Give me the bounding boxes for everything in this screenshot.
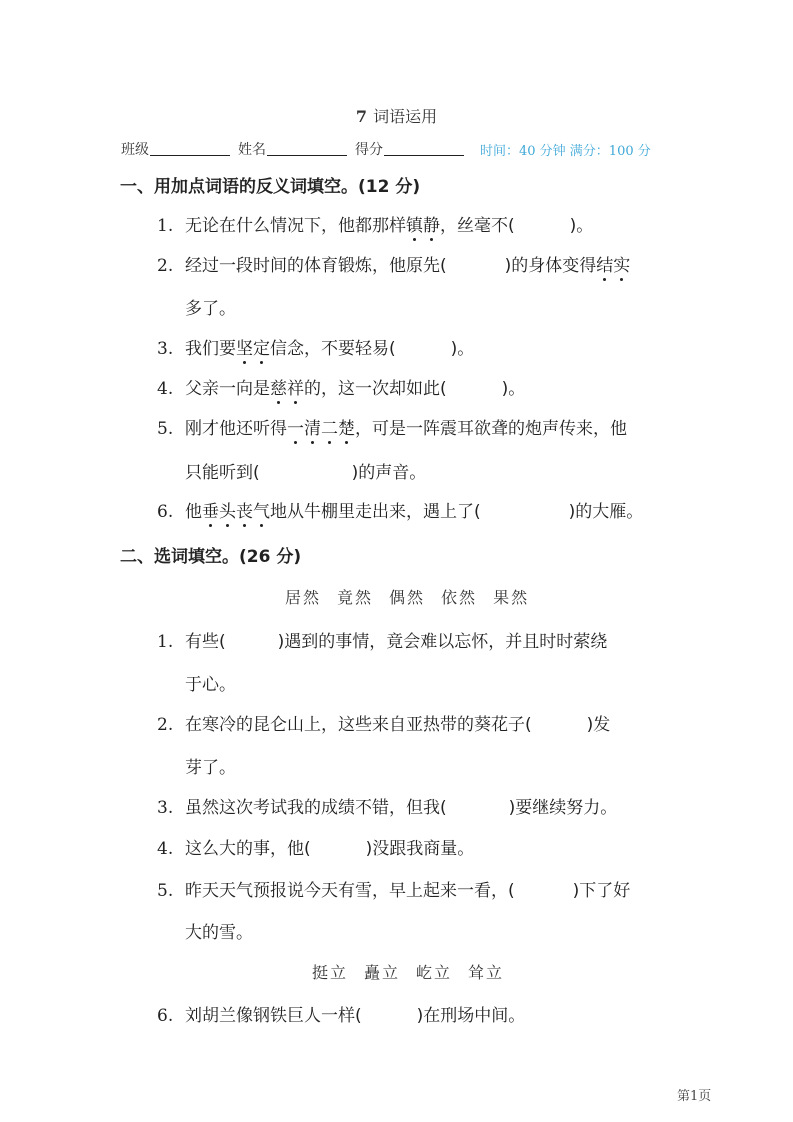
s2-question-5-cont: 大的雪。 [185,923,253,943]
emphasized-char: 结 [596,256,614,276]
word-bank-2: 挺立 矗立 屹立 耸立 [312,963,505,982]
emphasized-char: 静 [423,216,440,236]
s2-question-4: 4. 这么大的事，他( )没跟我商量。 [157,839,475,859]
emphasized-char: 实 [613,256,631,276]
emphasized-char: 祥 [287,379,304,399]
emphasized-char: 一 [287,419,304,439]
emphasized-char: 坚 [236,339,253,359]
emphasized-char: 气 [253,502,270,522]
s1-question-2-cont: 多了。 [185,299,236,319]
class-field[interactable] [150,154,230,156]
name-field[interactable] [267,154,347,156]
page-number: 第1页 [677,1089,712,1104]
emphasized-char: 慈 [270,379,287,399]
s1-question-1: 1. 无论在什么情况下，他都那样镇静，丝毫不( )。 [157,216,594,236]
emphasized-char: 楚 [338,419,355,439]
emphasized-char: 丧 [236,502,253,522]
emphasized-char: 清 [304,419,321,439]
s2-question-6: 6. 刘胡兰像钢铁巨人一样( )在刑场中间。 [157,1006,526,1026]
worksheet-title [0,104,793,127]
word-bank-1: 居然 竟然 偶然 依然 果然 [285,588,530,607]
emphasized-char: 定 [253,339,270,359]
s2-question-5: 5. 昨天天气预报说今天有雪，早上起来一看，( )下了好 [157,881,631,901]
s2-question-1-cont: 于心。 [185,675,236,695]
s1-question-5: 5. 刚才他还听得一清二楚，可是一阵震耳欲聋的炮声传来，他 [157,419,627,439]
s2-question-3: 3. 虽然这次考试我的成绩不错，但我( )要继续努力。 [157,798,618,818]
s1-question-2: 2. 经过一段时间的体育锻炼，他原先( )的身体变得结实 [157,256,631,276]
s2-question-2-cont: 芽了。 [185,758,236,778]
s2-question-2: 2. 在寒冷的昆仑山上，这些来自亚热带的葵花子( )发 [157,715,611,735]
student-info-row [121,139,651,159]
emphasized-char: 垂 [202,502,219,522]
score-label: 得分 [355,142,383,158]
title-text: 词语运用 [373,107,438,126]
s1-question-3: 3. 我们要坚定信念，不要轻易( )。 [157,339,475,359]
name-label: 姓名 [238,142,266,158]
emphasized-char: 头 [219,502,236,522]
section-2-heading: 二、选词填空。(26 分) [120,547,302,567]
s2-question-1: 1. 有些( )遇到的事情，竟会难以忘怀，并且时时萦绕 [157,632,608,652]
emphasized-char: 二 [321,419,338,439]
score-field[interactable] [384,154,464,156]
s1-question-4: 4. 父亲一向是慈祥的，这一次却如此( )。 [157,379,526,399]
section-1-heading: 一、用加点词语的反义词填空。(12 分) [120,177,421,197]
title-number: 7 [355,107,368,126]
emphasized-char: 镇 [406,216,423,236]
s1-question-5-cont: 只能听到( )的声音。 [185,463,427,483]
class-label: 班级 [121,142,149,158]
s1-question-6: 6. 他垂头丧气地从牛棚里走出来，遇上了( )的大雁。 [157,502,644,522]
time-score-meta: 时间：40 分钟 满分：100 分 [480,144,651,159]
